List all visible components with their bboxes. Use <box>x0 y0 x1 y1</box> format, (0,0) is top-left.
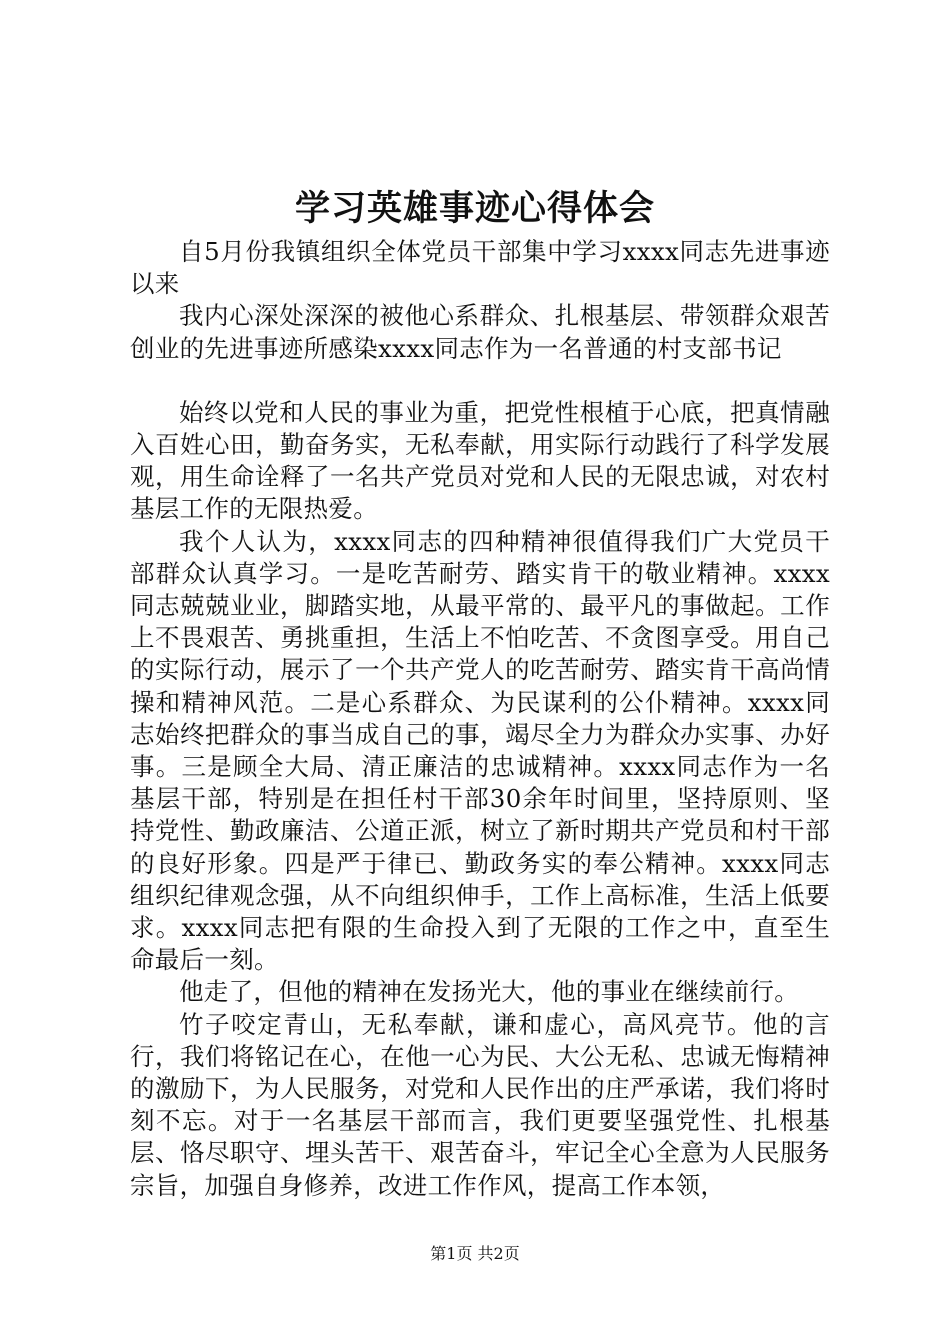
paragraph-5: 他走了，但他的精神在发扬光大，他的事业在继续前行。 <box>179 977 799 1007</box>
paragraph-2: 我内心深处深深的被他心系群众、扎根基层、带领群众艰苦创业的先进事迹所感染xxxx同志作为一名普通的村支部书记 <box>130 301 830 363</box>
page-footer <box>0 1243 950 1265</box>
paragraph-3: 始终以党和人民的事业为重，把党性根植于心底，把真情融入百姓心田，勤奋务实，无私奉献，用实际行动践行了科学发展观，用生命诠释了一名共产党员对党和人民的无限忠诚，对农村基层工作的无限热爱。 <box>130 397 830 524</box>
document-title: 学习英雄事迹心得体会 <box>294 188 655 229</box>
paragraph-4: 我个人认为，xxxx同志的四种精神很值得我们广大党员干部群众认真学习。一是吃苦耐劳、踏实肯干的敬业精神。xxxx同志兢兢业业，脚踏实地，从最平常的、最平凡的事做起。工作上不畏艰苦、勇挑重担，生活上不怕吃苦、不贪图享受。用自己的实际行动，展示了一个共产党人的吃苦耐劳、踏实肯干高尚情操和精神风范。二是心系群众、为民谋利的公仆精神。xxxx同志始终把群众的事当成自己的事，竭尽全力为群众办实事、办好事。三是顾全大局、清正廉洁的忠诚精神。xxxx同志作为一名基层干部，特别是在担任村干部30余年时间里，坚持原则、坚持党性、勤政廉洁、公道正派，树立了新时期共产党员和村干部的良好形象。四是严于律已、勤政务实的奉公精神。xxxx同志组织纪律观念强，从不向组织伸手，工作上高标准，生活上低要求。xxxx同志把有限的生命投入到了无限的工作之中，直至生命最后一刻。 <box>130 526 830 975</box>
paragraph-6: 竹子咬定青山，无私奉献，谦和虚心，高风亮节。他的言行，我们将铭记在心，在他一心为民、大公无私、忠诚无悔精神的激励下，为人民服务，对党和人民作出的庄严承诺，我们将时刻不忘。对于一名基层干部而言，我们更要坚强党性、扎根基层、恪尽职守、埋头苦干、艰苦奋斗，牢记全心全意为人民服务宗旨，加强自身修养，改进工作作风，提高工作本领， <box>130 1009 830 1200</box>
document-body <box>130 236 830 1202</box>
paragraph-1: 自5月份我镇组织全体党员干部集中学习xxxx同志先进事迹以来 <box>130 237 830 299</box>
page-indicator: 第1页 共2页 <box>430 1244 520 1263</box>
